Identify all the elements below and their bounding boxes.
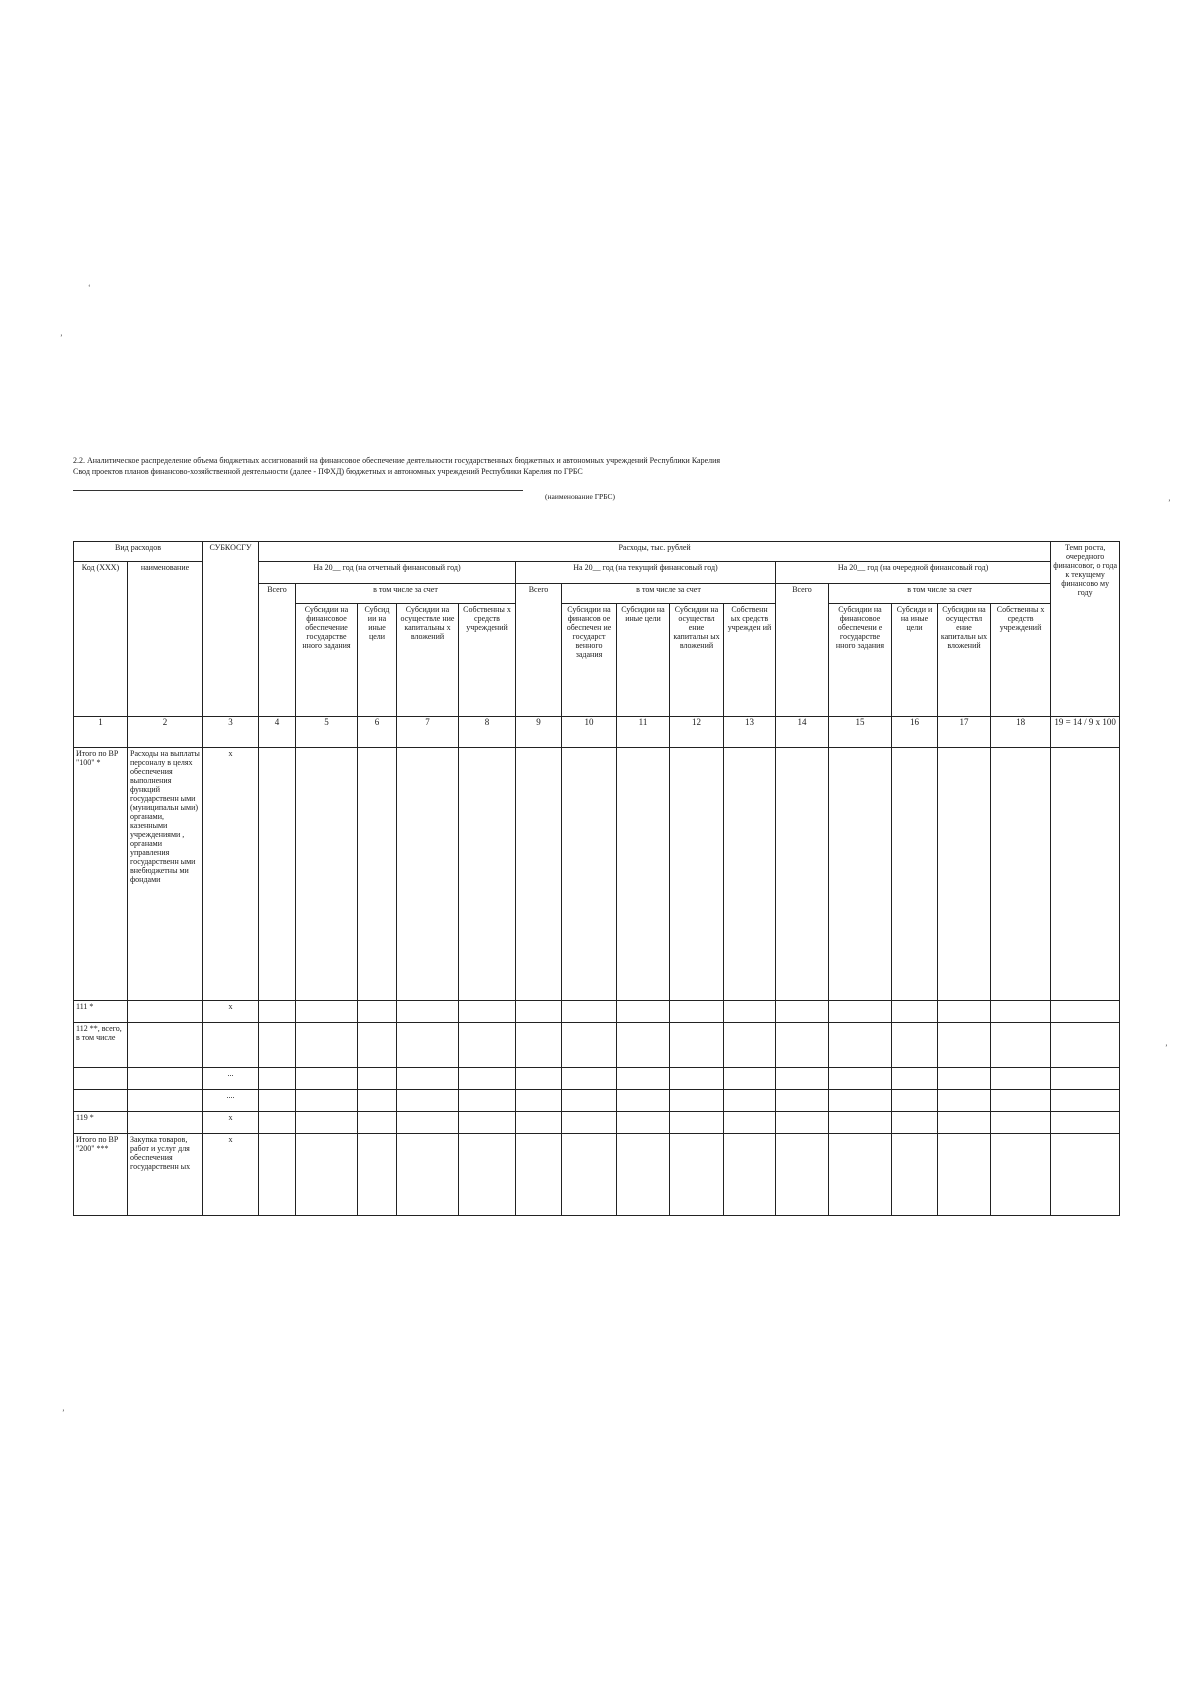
- scan-speck: ‘: [88, 283, 91, 292]
- empty-cell: [562, 1023, 617, 1068]
- header-subkosgu: СУБКОСГУ: [203, 542, 259, 717]
- empty-cell: [562, 1001, 617, 1023]
- grbs-caption: (наименование ГРБС): [545, 492, 615, 501]
- empty-cell: [459, 1112, 516, 1134]
- col-number: 18: [991, 717, 1051, 748]
- grbs-name-line: [73, 490, 523, 491]
- empty-cell: [259, 1023, 296, 1068]
- row-subkosgu: х: [203, 1112, 259, 1134]
- empty-cell: [459, 1023, 516, 1068]
- empty-cell: [892, 1112, 938, 1134]
- column-number-row: [74, 717, 1120, 748]
- header-raskhody: Расходы, тыс. рублей: [259, 542, 1051, 562]
- heading-line-1: 2.2. Аналитическое распределение объема бюджетных ассигнований на финансовое обеспечение деятельности государственных бюджетных и автономных учреждений Республики Карелия: [73, 456, 721, 465]
- header-col-18: Собственны х средств учреждений: [991, 604, 1051, 717]
- empty-cell: [829, 1068, 892, 1090]
- table-row-dots-2: [74, 1090, 1120, 1112]
- empty-cell: [128, 1090, 203, 1112]
- col-number: 5: [296, 717, 358, 748]
- header-col-12: Субсидии на осуществл ение капитальн ых вложений: [670, 604, 724, 717]
- empty-cell: [829, 1023, 892, 1068]
- empty-cell: [259, 1112, 296, 1134]
- header-col-15: Субсидии на финансовое обеспечени е государстве нного задания: [829, 604, 892, 717]
- empty-cell: [1051, 1090, 1120, 1112]
- header-year-ochered: На 20__ год (на очередной финансовый год): [776, 562, 1051, 584]
- row-code: 112 **, всего, в том числе: [74, 1023, 128, 1068]
- heading-line-2: Свод проектов планов финансово-хозяйственной деятельности (далее - ПФХД) бюджетных и автономных учреждений Республики Карелия по ГРБС: [73, 467, 583, 476]
- row-subkosgu: ....: [203, 1090, 259, 1112]
- empty-cell: [776, 748, 829, 1001]
- header-kod: Код (ХХХ): [74, 562, 128, 717]
- empty-cell: [296, 1090, 358, 1112]
- empty-cell: [991, 1023, 1051, 1068]
- table-row-119: [74, 1112, 1120, 1134]
- empty-cell: [776, 1001, 829, 1023]
- table-row-111: [74, 1001, 1120, 1023]
- empty-cell: [829, 1090, 892, 1112]
- empty-cell: [938, 1112, 991, 1134]
- col-number: 13: [724, 717, 776, 748]
- empty-cell: [892, 1068, 938, 1090]
- empty-cell: [670, 1001, 724, 1023]
- empty-cell: [670, 748, 724, 1001]
- header-col-13: Собственн ых средств учрежден ий: [724, 604, 776, 717]
- header-naimenovanie: наименование: [128, 562, 203, 717]
- scan-speck: ’: [62, 1408, 65, 1417]
- empty-cell: [358, 748, 397, 1001]
- empty-cell: [516, 1023, 562, 1068]
- empty-cell: [617, 1001, 670, 1023]
- row-subkosgu: х: [203, 1001, 259, 1023]
- empty-cell: [358, 1068, 397, 1090]
- empty-cell: [459, 1068, 516, 1090]
- empty-cell: [829, 748, 892, 1001]
- empty-cell: [938, 1134, 991, 1216]
- empty-cell: [617, 1023, 670, 1068]
- empty-cell: [670, 1090, 724, 1112]
- empty-cell: [397, 1090, 459, 1112]
- col-number: 3: [203, 717, 259, 748]
- header-year-tekush: На 20__ год (на текущий финансовый год): [516, 562, 776, 584]
- header-vsego-3: Всего: [776, 584, 829, 717]
- empty-cell: [459, 1001, 516, 1023]
- col-number: 1: [74, 717, 128, 748]
- table-row-vr-100: [74, 748, 1120, 1001]
- empty-cell: [128, 1001, 203, 1023]
- header-col-5: Субсидии на финансовое обеспечение государстве нного задания: [296, 604, 358, 717]
- empty-cell: [74, 1068, 128, 1090]
- empty-cell: [776, 1090, 829, 1112]
- empty-cell: [1051, 1001, 1120, 1023]
- header-year-otchet: На 20__ год (на отчетный финансовый год): [259, 562, 516, 584]
- empty-cell: [670, 1134, 724, 1216]
- col-number: 4: [259, 717, 296, 748]
- empty-cell: [128, 1023, 203, 1068]
- row-subkosgu: х: [203, 1134, 259, 1216]
- empty-cell: [938, 1001, 991, 1023]
- empty-cell: [516, 748, 562, 1001]
- header-col-8: Собственны х средств учреждений: [459, 604, 516, 717]
- empty-cell: [892, 1090, 938, 1112]
- empty-cell: [724, 1134, 776, 1216]
- empty-cell: [397, 1001, 459, 1023]
- empty-cell: [562, 1090, 617, 1112]
- empty-cell: [397, 1112, 459, 1134]
- empty-cell: [459, 1090, 516, 1112]
- empty-cell: [1051, 1068, 1120, 1090]
- row-name: Расходы на выплаты персоналу в целях обеспечения выполнения функций государственн ыми (муниципальн ыми) органами, казенными учреждениями , органами управления государственн ыми внебюджетны ми фондами: [128, 748, 203, 1001]
- empty-cell: [516, 1001, 562, 1023]
- empty-cell: [516, 1134, 562, 1216]
- empty-cell: [724, 1068, 776, 1090]
- empty-cell: [991, 1001, 1051, 1023]
- empty-cell: [296, 1112, 358, 1134]
- col-number: 7: [397, 717, 459, 748]
- empty-cell: [397, 1068, 459, 1090]
- empty-cell: [259, 1068, 296, 1090]
- col-number: 15: [829, 717, 892, 748]
- col-number: 11: [617, 717, 670, 748]
- header-temp-rosta: Темп роста, очередного финансовог, о года к текущему финансово му году: [1051, 542, 1120, 717]
- empty-cell: [296, 1068, 358, 1090]
- empty-cell: [296, 1001, 358, 1023]
- header-v-tom-chisle-2: в том числе за счет: [562, 584, 776, 604]
- col-number: 17: [938, 717, 991, 748]
- col-number: 19 = 14 / 9 х 100: [1051, 717, 1120, 748]
- header-col-17: Субсидии на осуществл ение капитальн ых вложений: [938, 604, 991, 717]
- header-col-11: Субсидии на иные цели: [617, 604, 670, 717]
- empty-cell: [724, 1112, 776, 1134]
- empty-cell: [892, 1023, 938, 1068]
- row-subkosgu: х: [203, 748, 259, 1001]
- empty-cell: [991, 1112, 1051, 1134]
- empty-cell: [617, 748, 670, 1001]
- empty-cell: [358, 1023, 397, 1068]
- header-col-7: Субсидии на осуществле ние капитальны х вложений: [397, 604, 459, 717]
- document-heading: [73, 455, 1123, 477]
- empty-cell: [296, 748, 358, 1001]
- col-number: 2: [128, 717, 203, 748]
- empty-cell: [1051, 1112, 1120, 1134]
- empty-cell: [724, 748, 776, 1001]
- empty-cell: [829, 1001, 892, 1023]
- empty-cell: [829, 1112, 892, 1134]
- empty-cell: [776, 1023, 829, 1068]
- empty-cell: [617, 1112, 670, 1134]
- header-vsego-2: Всего: [516, 584, 562, 717]
- row-code: 119 *: [74, 1112, 128, 1134]
- col-number: 14: [776, 717, 829, 748]
- empty-cell: [562, 1068, 617, 1090]
- empty-cell: [259, 1090, 296, 1112]
- row-subkosgu: ...: [203, 1068, 259, 1090]
- empty-cell: [670, 1068, 724, 1090]
- empty-cell: [892, 1134, 938, 1216]
- empty-cell: [938, 1090, 991, 1112]
- col-number: 6: [358, 717, 397, 748]
- scan-speck: ’: [60, 333, 63, 342]
- empty-cell: [617, 1134, 670, 1216]
- empty-cell: [358, 1001, 397, 1023]
- budget-allocation-table: [73, 541, 1120, 1216]
- empty-cell: [562, 1134, 617, 1216]
- empty-cell: [562, 748, 617, 1001]
- empty-cell: [1051, 1134, 1120, 1216]
- empty-cell: [203, 1023, 259, 1068]
- row-name: Закупка товаров, работ и услуг для обеспечения государственн ых: [128, 1134, 203, 1216]
- empty-cell: [296, 1134, 358, 1216]
- empty-cell: [617, 1068, 670, 1090]
- header-vid-raskhodov: Вид расходов: [74, 542, 203, 562]
- empty-cell: [128, 1068, 203, 1090]
- empty-cell: [724, 1001, 776, 1023]
- empty-cell: [562, 1112, 617, 1134]
- empty-cell: [892, 1001, 938, 1023]
- empty-cell: [516, 1112, 562, 1134]
- empty-cell: [776, 1068, 829, 1090]
- empty-cell: [516, 1068, 562, 1090]
- empty-cell: [938, 1023, 991, 1068]
- empty-cell: [397, 1023, 459, 1068]
- header-col-10: Субсидии на финансов ое обеспечен ие государст венного задания: [562, 604, 617, 717]
- scan-speck: ’: [1168, 498, 1171, 507]
- table-row-dots-1: [74, 1068, 1120, 1090]
- row-code: Итого по ВР "200" ***: [74, 1134, 128, 1216]
- empty-cell: [358, 1090, 397, 1112]
- empty-cell: [938, 1068, 991, 1090]
- empty-cell: [128, 1112, 203, 1134]
- header-col-6: Субсид ии на иные цели: [358, 604, 397, 717]
- empty-cell: [397, 748, 459, 1001]
- scan-speck: ’: [1165, 1043, 1168, 1052]
- empty-cell: [259, 1134, 296, 1216]
- empty-cell: [1051, 748, 1120, 1001]
- empty-cell: [358, 1112, 397, 1134]
- empty-cell: [829, 1134, 892, 1216]
- empty-cell: [296, 1023, 358, 1068]
- empty-cell: [991, 1068, 1051, 1090]
- empty-cell: [617, 1090, 670, 1112]
- empty-cell: [459, 1134, 516, 1216]
- empty-cell: [516, 1090, 562, 1112]
- empty-cell: [776, 1112, 829, 1134]
- row-code: 111 *: [74, 1001, 128, 1023]
- header-col-16: Субсиди и на иные цели: [892, 604, 938, 717]
- table-row-112: [74, 1023, 1120, 1068]
- empty-cell: [991, 748, 1051, 1001]
- col-number: 8: [459, 717, 516, 748]
- empty-cell: [670, 1112, 724, 1134]
- col-number: 16: [892, 717, 938, 748]
- empty-cell: [776, 1134, 829, 1216]
- empty-cell: [358, 1134, 397, 1216]
- empty-cell: [892, 748, 938, 1001]
- header-vsego-1: Всего: [259, 584, 296, 717]
- empty-cell: [1051, 1023, 1120, 1068]
- table-row-vr-200: [74, 1134, 1120, 1216]
- empty-cell: [259, 1001, 296, 1023]
- empty-cell: [459, 748, 516, 1001]
- empty-cell: [259, 748, 296, 1001]
- empty-cell: [670, 1023, 724, 1068]
- empty-cell: [724, 1090, 776, 1112]
- empty-cell: [991, 1090, 1051, 1112]
- empty-cell: [724, 1023, 776, 1068]
- header-v-tom-chisle-1: в том числе за счет: [296, 584, 516, 604]
- empty-cell: [938, 748, 991, 1001]
- empty-cell: [991, 1134, 1051, 1216]
- header-v-tom-chisle-3: в том числе за счет: [829, 584, 1051, 604]
- empty-cell: [397, 1134, 459, 1216]
- col-number: 9: [516, 717, 562, 748]
- col-number: 12: [670, 717, 724, 748]
- empty-cell: [74, 1090, 128, 1112]
- col-number: 10: [562, 717, 617, 748]
- row-code: Итого по ВР "100" *: [74, 748, 128, 1001]
